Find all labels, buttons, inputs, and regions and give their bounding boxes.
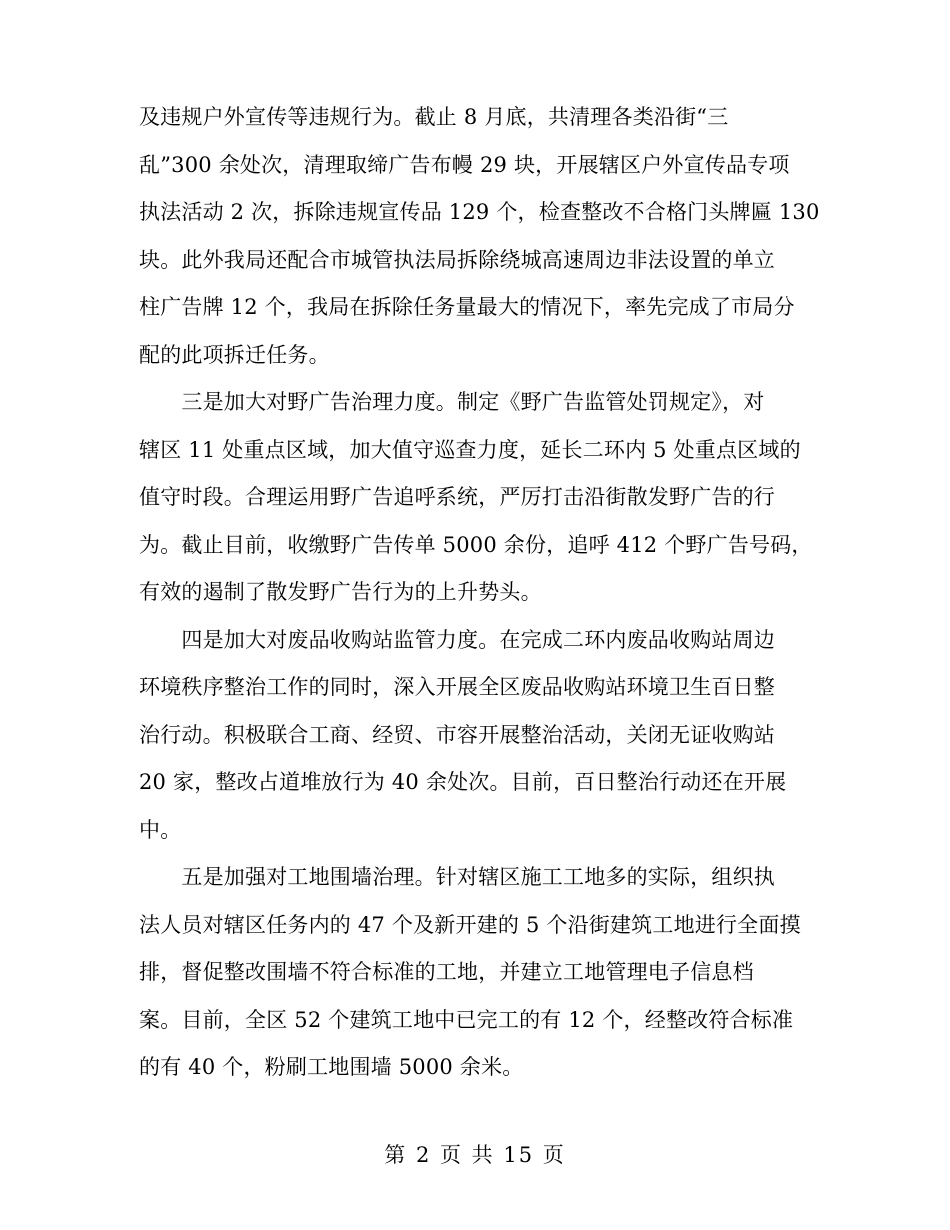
text-line: 及违规户外宣传等违规行为。截止 8 月底，共清理各类沿街“三 xyxy=(139,105,729,129)
body-text xyxy=(139,94,820,1092)
text-line: 法人员对辖区任务内的 47 个及新开建的 5 个沿街建筑工地进行全面摸 xyxy=(139,912,801,937)
text-line: 20 家，整改占道堆放行为 40 余处次。目前，百日整治行动还在开展 xyxy=(139,770,787,794)
text-line: 辖区 11 处重点区域，加大值守巡查力度，延长二环内 5 处重点区域的 xyxy=(139,437,801,462)
text-line: 柱广告牌 12 个，我局在拆除任务量最大的情况下，率先完成了市局分 xyxy=(139,295,795,319)
page-number-footer: 第 2 页 共 15 页 xyxy=(384,1143,566,1167)
text-line: 四是加大对废品收购站监管力度。在完成二环内废品收购站周边 xyxy=(139,627,775,652)
text-line: 执法活动 2 次，拆除违规宣传品 129 个，检查整改不合格门头牌匾 130 xyxy=(139,200,820,224)
text-line: 配的此项拆迁任务。 xyxy=(139,342,330,367)
text-line: 乱”300 余处次，清理取缔广告布幔 29 块，开展辖区户外宣传品专项 xyxy=(139,152,790,177)
text-line: 三是加大对野广告治理力度。制定《野广告监管处罚规定》，对 xyxy=(139,390,765,414)
text-line: 中。 xyxy=(139,817,182,842)
text-line: 环境秩序整治工作的同时，深入开展全区废品收购站环境卫生百日整 xyxy=(139,675,775,699)
text-line: 值守时段。合理运用野广告追呼系统，严厉打击沿街散发野广告的行 xyxy=(139,485,775,509)
text-line: 为。截止目前，收缴野广告传单 5000 余份，追呼 412 个野广告号码， xyxy=(139,532,813,557)
text-line: 排，督促整改围墙不符合标准的工地，并建立工地管理电子信息档 xyxy=(139,960,754,984)
text-line: 五是加强对工地围墙治理。针对辖区施工工地多的实际，组织执 xyxy=(139,865,775,889)
text-line: 块。此外我局还配合市城管执法局拆除绕城高速周边非法设置的单立 xyxy=(139,247,775,272)
text-line: 案。目前，全区 52 个建筑工地中已完工的有 12 个，经整改符合标准 xyxy=(139,1007,794,1032)
text-line: 的有 40 个，粉刷工地围墙 5000 余米。 xyxy=(139,1055,524,1079)
text-line: 治行动。积极联合工商、经贸、市容开展整治活动，关闭无证收购站 xyxy=(139,722,775,747)
text-line: 有效的遏制了散发野广告行为的上升势头。 xyxy=(139,580,542,604)
